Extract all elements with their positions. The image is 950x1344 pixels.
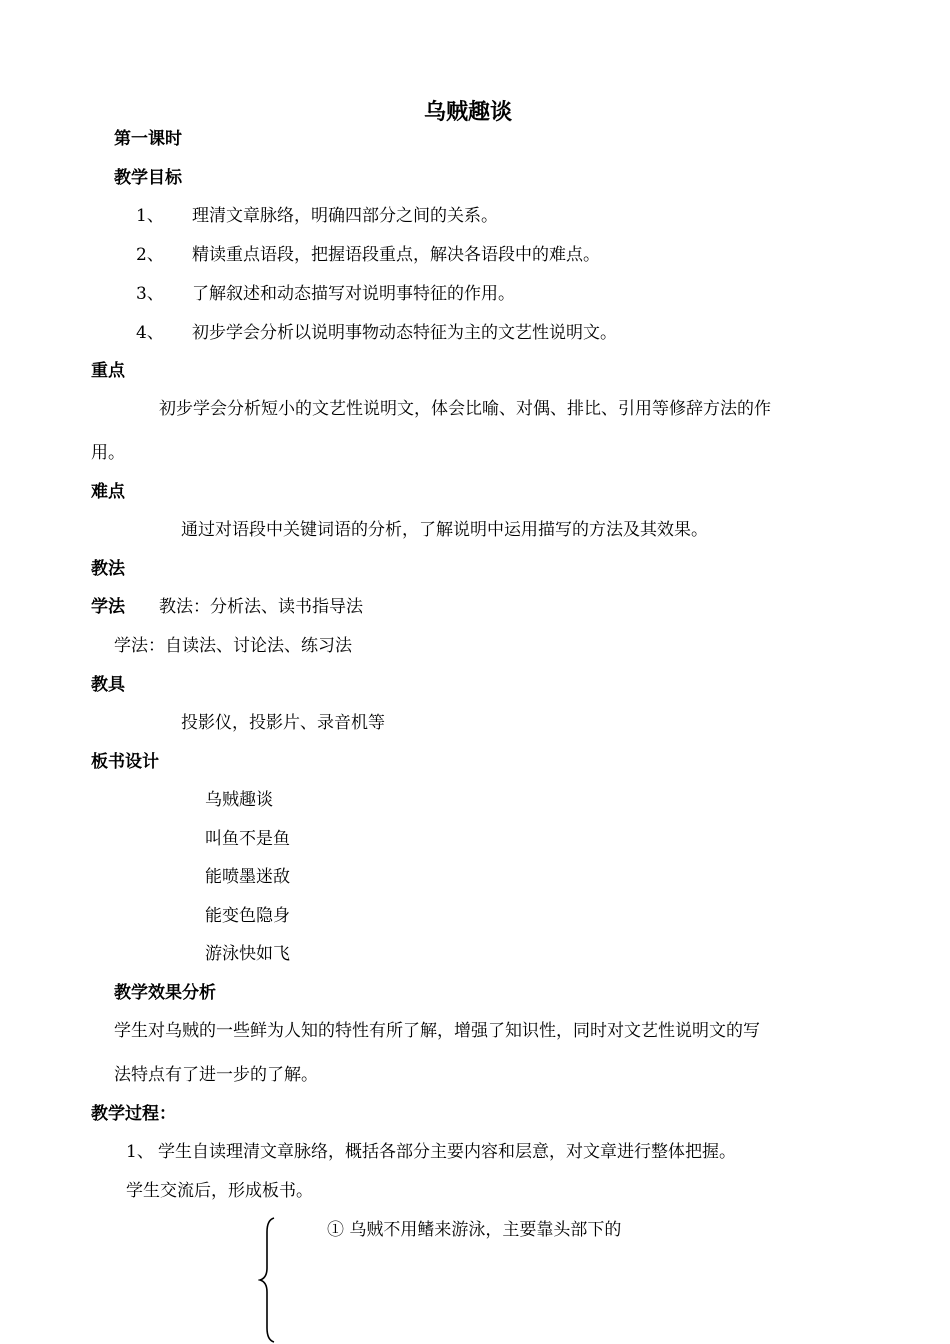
- objective-text: 了解叙述和动态描写对说明事特征的作用。: [192, 284, 515, 304]
- objective-text: 精读重点语段，把握语段重点，解决各语段中的难点。: [192, 245, 600, 265]
- difficulties-text: 通过对语段中关键词语的分析，了解说明中运用描写的方法及其效果。: [181, 520, 708, 540]
- teaching-method-text: 教法：分析法、读书指导法: [159, 597, 363, 617]
- board-design-line: 叫鱼不是鱼: [205, 829, 290, 849]
- board-design-line: 乌贼趣谈: [205, 790, 273, 810]
- effect-analysis-text-cont: 法特点有了进一步的了解。: [114, 1065, 318, 1085]
- brace-item: ① 乌贼不用鳍来游泳，主要靠头部下的: [327, 1220, 622, 1240]
- board-design-line: 能变色隐身: [205, 906, 290, 926]
- board-design-line: 游泳快如飞: [205, 944, 290, 964]
- objective-text: 理清文章脉络，明确四部分之间的关系。: [192, 206, 498, 226]
- key-points-text: 初步学会分析短小的文艺性说明文，体会比喻、对偶、排比、引用等修辞方法的作: [159, 399, 771, 419]
- objective-number: 3、: [136, 284, 164, 304]
- tools-heading: 教具: [91, 675, 125, 695]
- objective-item: [136, 283, 515, 305]
- document-title: 乌贼趣谈: [424, 100, 513, 125]
- lesson-label: 第一课时: [114, 129, 182, 149]
- effect-analysis-heading: 教学效果分析: [114, 983, 216, 1003]
- process-step-number: 1、: [126, 1142, 154, 1162]
- effect-analysis-text: 学生对乌贼的一些鲜为人知的特性有所了解，增强了知识性，同时对文艺性说明文的写: [114, 1021, 760, 1041]
- key-points-heading: 重点: [91, 361, 125, 381]
- board-design-line: 能喷墨迷敌: [205, 867, 290, 887]
- learning-method-heading: 学法: [91, 597, 125, 617]
- objective-number: 1、: [136, 206, 164, 226]
- key-points-text-cont: 用。: [91, 443, 125, 463]
- objectives-heading: 教学目标: [114, 168, 182, 188]
- objective-item: [136, 244, 600, 266]
- objective-number: 2、: [136, 245, 164, 265]
- process-heading: 教学过程：: [91, 1104, 176, 1124]
- process-step-text: 学生自读理清文章脉络，概括各部分主要内容和层意，对文章进行整体把握。: [158, 1142, 736, 1162]
- objective-number: 4、: [136, 323, 164, 343]
- brace-icon: [258, 1216, 288, 1344]
- objective-item: [136, 205, 498, 227]
- tools-text: 投影仪，投影片、录音机等: [181, 713, 385, 733]
- objective-text: 初步学会分析以说明事物动态特征为主的文艺性说明文。: [192, 323, 617, 343]
- board-design-heading: 板书设计: [91, 752, 159, 772]
- objective-item: [136, 322, 617, 344]
- process-step-follow: 学生交流后，形成板书。: [126, 1181, 313, 1201]
- difficulties-heading: 难点: [91, 482, 125, 502]
- learning-method-text: 学法：自读法、讨论法、练习法: [114, 636, 352, 656]
- process-step: [126, 1141, 736, 1163]
- teaching-method-heading: 教法: [91, 559, 125, 579]
